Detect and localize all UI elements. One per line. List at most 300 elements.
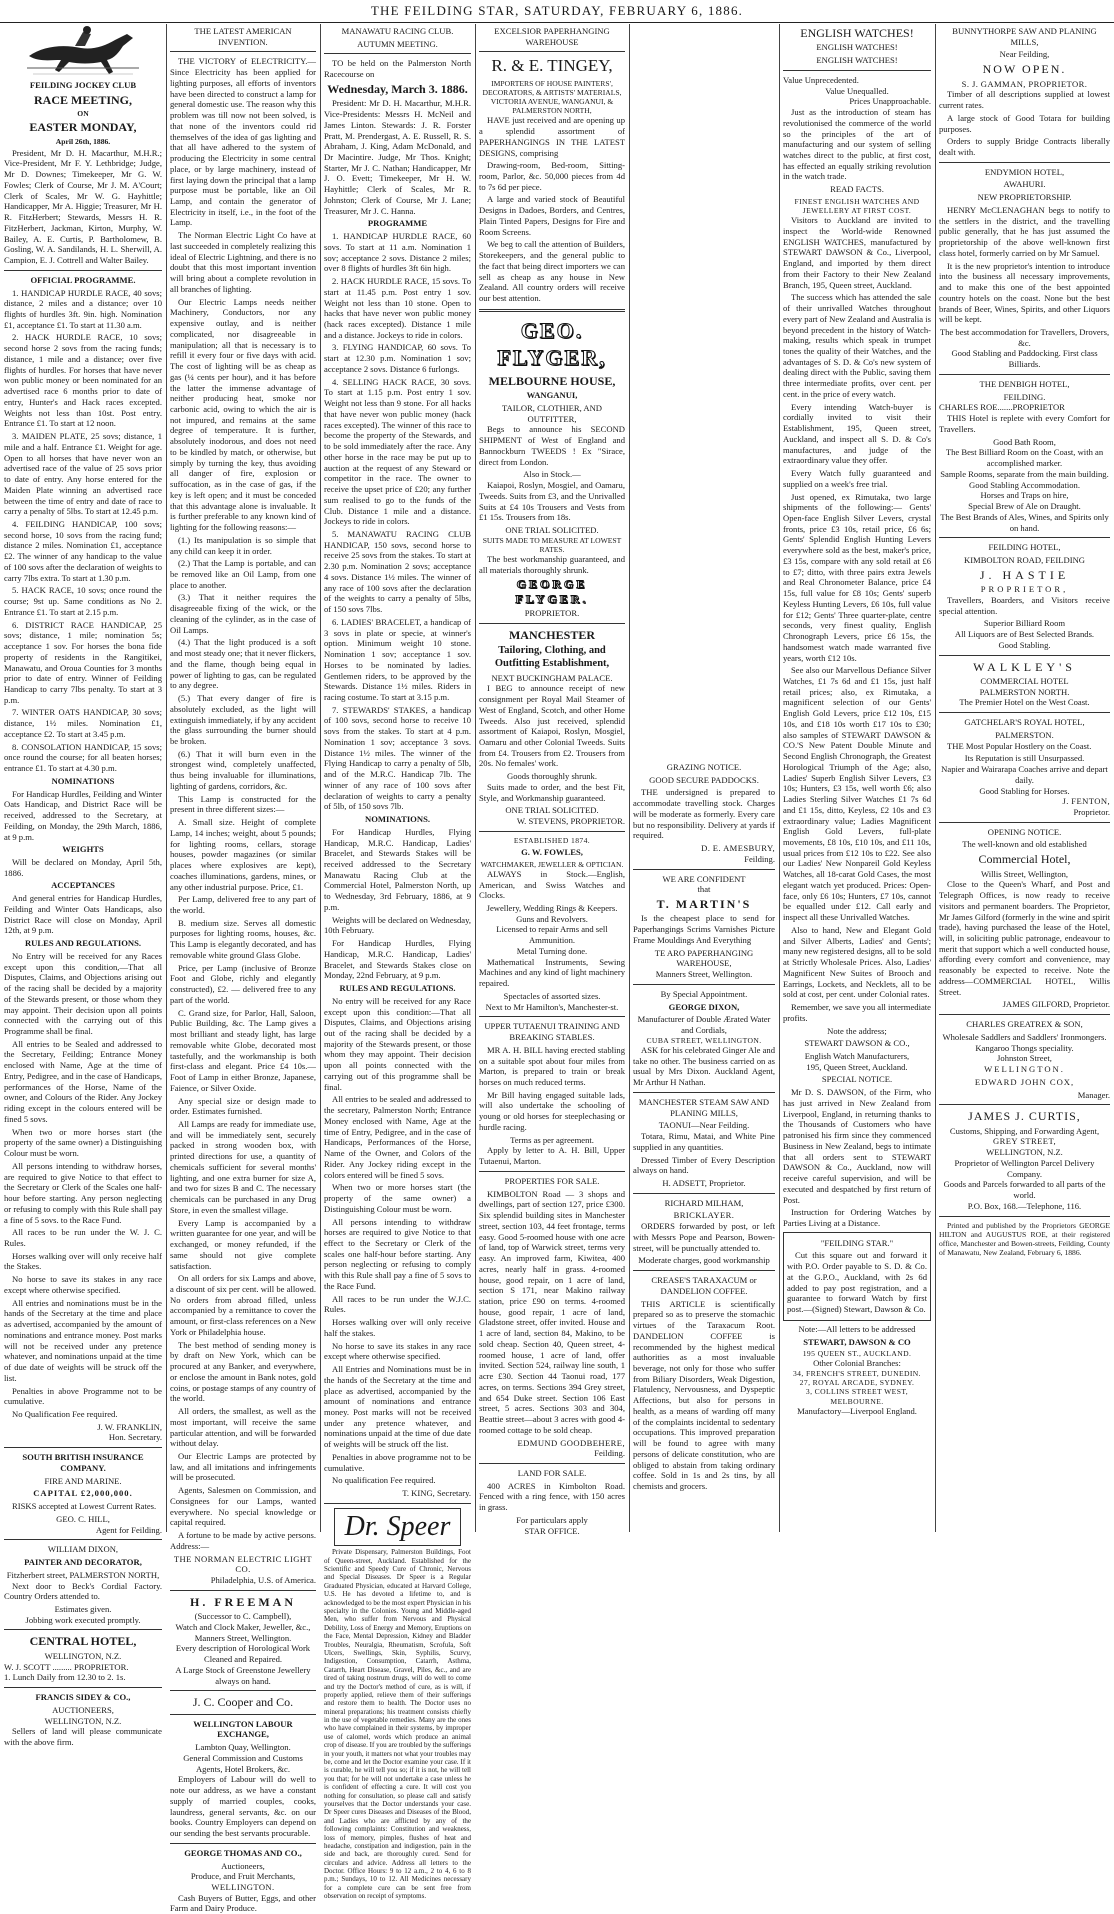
divider <box>633 869 775 870</box>
invention-paragraph: The Norman Electric Light Co have at last succeeded in completely realizing this ideal of Electric Lightning, and there is no doubt that this most important invention will bring about a complete revolution in all branches of lighting. <box>170 230 316 294</box>
tingey-address: VICTORIA AVENUE, WANGANUI, & PALMERSTON NORTH, <box>490 97 614 116</box>
martin-name: T. MARTIN'S <box>656 897 752 912</box>
manufactory: Manufactory—Liverpool England. <box>797 1405 917 1416</box>
hastie-proprietor: PROPRIETOR, <box>980 584 1069 595</box>
george-thomas-line: Produce, and Fruit Merchants, <box>190 1871 296 1882</box>
milham-text: ORDERS forwarded by post, or left with Messrs Pope and Pearson, Bowen-street, will be punctually attended to. <box>633 1221 775 1253</box>
acceptances-heading: ACCEPTANCES <box>51 880 115 891</box>
dixon-address: Fitzherbert street, PALMERSTON NORTH, <box>6 1569 160 1580</box>
bunnythorpe-text: Orders to supply Bridge Contracts liberally dealt with. <box>939 136 1110 157</box>
masthead-title: THE FEILDING STAR, SATURDAY, FEBRUARY 6, 1886. <box>370 3 744 18</box>
greatrex-street: Johnston Street, <box>997 1053 1052 1064</box>
flyger-town: WANGANUI, <box>526 390 578 401</box>
dixon-next: Next door to Beck's Cordial Factory. Country Orders attended to. <box>4 1580 162 1602</box>
coupon-text: Cut this square out and forward it with P.O. Order payable to S. D. & Co. at the G.P.O., Auckland, with 2s 6d added to pay post registration, and a guarantee to forward Watch by first post.—(Signed) Stewart, Dawson & Co. <box>787 1250 927 1315</box>
divider <box>939 1014 1110 1015</box>
insurance-risks: RISKS accepted at Lowest Current Rates. <box>12 1501 157 1512</box>
read-facts: READ FACTS. <box>830 184 884 195</box>
column-rule <box>166 24 167 1532</box>
manchester-address: NEXT BUCKINGHAM PALACE. <box>491 672 613 683</box>
denbigh-line: Horses and Traps on hire, <box>980 490 1069 501</box>
greatrex-line: Kangaroo Thongs speciality. <box>975 1042 1074 1053</box>
special-notice: SPECIAL NOTICE. <box>821 1074 893 1085</box>
divider <box>939 1216 1110 1217</box>
fowles-line: Guns and Revolvers. <box>516 913 588 924</box>
curtis-line: P.O. Box, 168.—Telephone, 116. <box>967 1200 1082 1211</box>
land-office: STAR OFFICE. <box>524 1525 580 1536</box>
secretary-name: J. W. FRANKLIN, <box>97 1421 162 1432</box>
manawatu-heading: MANAWATU RACING CLUB. <box>341 26 454 36</box>
divider <box>324 53 471 54</box>
saw-mills-location: TAONUI—Near Feilding. <box>658 1120 750 1131</box>
manchester-paragraph: Suits made to order, and the best Fit, Style, and Workmanship guaranteed. <box>479 781 625 803</box>
column-7 <box>939 24 1110 1532</box>
stewart-dawson-address: 195, Queen Street, Auckland. <box>806 1061 908 1072</box>
column-rule <box>475 24 476 1532</box>
excelsior-heading: EXCELSIOR PAPERHANGING WAREHOUSE <box>494 26 610 47</box>
stewart-dawson-trade: English Watch Manufacturers, <box>804 1050 910 1061</box>
rule-item: Penalties in above Programme not to be cumulative. <box>4 1385 162 1407</box>
divider <box>479 831 625 832</box>
race-item: 3. MAIDEN PLATE, 25 sovs; distance, 1 mile and a half. Entrance £1. Weight for age. Open to all horses that have never won an advertised race of the value of 25 sovs prior to date of entry. Any horse entered for the Maiden Plate winning an advertised race between the time of entry and date of race to carry a penalty of 5lbs. To start at 12.45 p.m. <box>4 431 162 517</box>
crease-heading: CREASE'S TARAXACUM or DANDELION COFFEE. <box>651 1275 757 1296</box>
denbigh-line: Good Bath Room, <box>993 436 1056 447</box>
divider <box>479 1171 625 1172</box>
manawatu-rules-heading: RULES AND REGULATIONS. <box>339 983 456 994</box>
flyger-paragraph: Also in Stock.— <box>523 469 581 480</box>
column-2 <box>170 24 316 1914</box>
greatrex-town: WELLINGTON. <box>984 1064 1065 1075</box>
milham-charges: Moderate charges, good workmanship <box>638 1255 770 1266</box>
tingey-name: R. & E. TINGEY, <box>491 56 613 76</box>
column-5 <box>633 760 775 1532</box>
insurance-agent-title: Agent for Feilding. <box>95 1524 162 1535</box>
stewart-dawson-queen-st: 195 QUEEN ST., AUCKLAND. <box>802 1349 912 1359</box>
gatchelar-town: PALMERSTON. <box>995 729 1054 740</box>
invention-paragraph: (5.) That every danger of fire is absolutely excluded, as the light will extinguish immediately, if by any accident the glass surrounding the burner should be broken. <box>170 693 316 746</box>
column-rule <box>935 24 936 1532</box>
invention-paragraph: On all orders for six Lamps and above, a discount of six per cent. will be allowed. No orders from abroad filled, unless accompanied by a remittance to cover the amount, or first-class references on a New York or Philadelphia house. <box>170 1273 316 1337</box>
tingey-paragraph: A large and varied stock of Beautiful Designs in Dadoes, Borders, and Centres, Plain Tinted Papers, Designs for Fire and Room Screens. <box>479 194 625 237</box>
grazing-text: THE undersigned is prepared to accommodate travelling stock. Charges will be moderate as formerly. Every care but no responsibility. Delivery at yards if required. <box>633 787 775 841</box>
manawatu-race: 2. HACK HURDLE RACE, 15 sovs. To start at 11.45 p.m. Post entry 1 sov. Weight not less than 10 stone. Open to hacks that have never won public money (hack races excepted). Distance 1 mile and a distance. Jockeys to ride in colors. <box>324 276 471 340</box>
tutaenui-paragraph: Mr Bill having engaged suitable lads, will also undertake the schooling of young or old horses for steeplechasing or hurdle racing. <box>479 1089 625 1132</box>
properties-text: KIMBOLTON Road — 3 shops and dwellings, part of section 127, price £300. Six splendid building sites in Manchester street, section 103, 44 feet frontage, terms easy. Good 5-roomed house with one acre of land, top of Warwick street, terms very easy. An improved farm, Kiwitea, 400 acres, nearly half in grass. 4-roomed house, good repair, on 1 acre of land, section S 171, near Makino railway station, price £90 on terms. 4-roomed house, good repair, 1 acre of land, Gladstone street, offer invited. House and 1 acre of land, section 84, Makino, to be sold cheap. Section 40, Queen street, 4-roomed house, 1 acre of land, offer invited. Section 524, railway line south, 1 acre £30. Section 44 Taonui road, 177 acres, on terms. Sections 394 Grey street, and 654 Duke street. Section 106 East street, 5 acres. Sections 303 and 304, Beattie street—about 3 acres with good 4-roomed cottage to be sold cheap. <box>479 1188 625 1435</box>
george-dixon-address: CUBA STREET, WELLINGTON. <box>646 1035 762 1045</box>
tutaenui-heading: UPPER TUTAENUI TRAINING AND BREAKING STABLES. <box>484 1021 620 1043</box>
bunnythorpe-location: Near Feilding, <box>999 49 1050 60</box>
tingey-trade: IMPORTERS OF HOUSE PAINTERS', DECORATORS, & ARTISTS' MATERIALS, <box>482 78 622 97</box>
insurance-agent: GEO. C. HILL, <box>56 1513 110 1524</box>
invention-paragraph: Price, per Lamp (inclusive of Bronze Foot and Globe, richly and elegantly constructed), £2. — delivered free to any part of the world. <box>170 962 316 1005</box>
manawatu-nominations: NOMINATIONS. <box>364 814 430 825</box>
fowles-line: Metal Turning done. <box>516 945 588 956</box>
flyger-paragraph: Kaiapoi, Roslyn, Mosgiel, and Oamaru, Tweeds. Suits from £3, and the Unrivalled Suits at £4 10s Trousers and Vests from £1 15s. Trousers from 18s. <box>479 480 625 523</box>
denbigh-line: Sample Rooms, separate from the main building. <box>940 468 1109 479</box>
endymion-new: NEW PROPRIETORSHIP. <box>977 192 1072 203</box>
freeman-line: always on hand. <box>215 1675 271 1686</box>
dixon-jobbing: Jobbing work executed promptly. <box>25 1614 141 1625</box>
walkley-town: PALMERSTON NORTH. <box>979 686 1070 697</box>
invention-paragraph: A. Small size. Height of complete Lamp, 14 inches; weight, about 5 pounds; for lighting rooms, cellars, storage houses, powder magazines (or similar places where explosives are kept), coaches illuminations, gardens, mines, or any other industrial purpose. Price, £1. <box>170 817 316 892</box>
invention-paragraph: Any special size or design made to order. Estimates furnished. <box>170 1095 316 1117</box>
invention-paragraph: Our Electric Lamps are protected by law, and all imitations and infringements will be prosecuted. <box>170 1451 316 1483</box>
coupon-heading: "FEILDING STAR." <box>820 1237 894 1248</box>
grazing-subheading: GOOD SECURE PADDOCKS. <box>649 774 759 785</box>
race-item: 1. HANDICAP HURDLE RACE, 40 sovs; distance, 2 miles and a distance; over 10 flights of hurdles 3ft. 9in. high. Nomination £1, acceptance £1. To start at 11.30 a.m. <box>4 287 162 330</box>
flyger-proprietor: PROPRIETOR. <box>524 608 580 619</box>
bunnythorpe-title: BUNNYTHORPE SAW AND PLANING MILLS, <box>952 26 1097 47</box>
grazing-signature: D. E. AMESBURY, <box>701 843 775 854</box>
george-thomas-title: GEORGE THOMAS AND CO., <box>184 1847 302 1858</box>
gatchelar-line: Its Reputation is still Unsurpassed. <box>964 753 1085 764</box>
norman-company: THE NORMAN ELECTRIC LIGHT CO. <box>173 1553 313 1575</box>
stewart-dawson: STEWART DAWSON & CO., <box>804 1038 910 1049</box>
francis-sidey-town: WELLINGTON, N.Z. <box>44 1715 122 1726</box>
bunnythorpe-text: Timber of all descriptions supplied at lowest current rates. <box>939 89 1110 111</box>
invention-paragraph: C. Grand size, for Parlor, Hall, Saloon, Public Building, &c. The Lamp gives a most brilliant and steady light, has large removable white Globe, decorated most tastefully, and the workmanship is both first-class and elegant. Price £4 10s.—Foot of Lamp in either Bronze, Japanese, Faience, or Silver Oxide. <box>170 1007 316 1093</box>
francis-sidey-trade: AUCTIONEERS, <box>52 1704 114 1715</box>
divider <box>939 374 1110 375</box>
bunnythorpe-open: NOW OPEN. <box>982 62 1067 77</box>
invention-paragraph: This Lamp is constructed for the present in three different sizes:— <box>170 793 316 815</box>
race-item: 2. HACK HURDLE RACE, 10 sovs; second horse 2 sovs from the racing funds; distance, 1 mile and a distance; over five flights of hurdles. For horses that have never won public money or been nominated for an advertised race 6 months prior to date of entry, Hunter's and Hack races excepted. Weights not less than 10st. Post entry. Entrance £1. To start at 12 noon. <box>4 332 162 429</box>
acceptances-text: And general entries for Handicap Hurdles, Feilding and Winter Oats Handicaps, also District Race will close on Monday, April 12th, at 9 p.m. <box>4 893 162 936</box>
dixon-appointment: By Special Appointment. <box>660 988 748 999</box>
watches-paragraph: The success which has attended the sale of their unrivalled Watches throughout every part of New Zealand and Australia is beyond precedent in the history of Watch-making, results which speak in trumpet tones the quality of their Watches, and the advantages of S. D. & Co's new system of dealing direct with the Public, saving them three intermediate profits, over cent. per cent. in the price of every watch. <box>783 292 931 399</box>
race-item: 5. HACK RACE, 10 sovs; once round the course; 9st up. Same conditions as No 2. Entrance £1. To start at 2.15 p.m. <box>4 585 162 617</box>
nominations-text: For Handicap Hurdles, Feilding and Winter Oats Handicap, and District Race will be received, addressed to the Secretary, at Feilding, on Monday, the 29th March, 1886, at 9 p.m. <box>4 788 162 842</box>
divider <box>4 1629 162 1630</box>
stewart-dawson-bold: STEWART, DAWSON & CO <box>803 1336 911 1347</box>
manawatu-rule: No entry will be received for any Race except upon this condition:—That all Disputes, Claims, and Objections arising out of the racing shall be decided by a majority of the Stewards present, or those whom they may appoint. Their decision upon all points connected with the carrying out of this programme shall be final. <box>324 995 471 1092</box>
dixon-estimates: Estimates given. <box>54 1604 112 1614</box>
divider <box>170 1590 316 1591</box>
properties-heading: PROPERTIES FOR SALE. <box>504 1175 600 1186</box>
programme-heading: OFFICIAL PROGRAMME. <box>30 274 136 285</box>
cox-name: EDWARD JOHN COX, <box>974 1076 1075 1087</box>
divider <box>4 1447 162 1448</box>
freeman-line: Cleaned and Repaired. <box>203 1654 283 1665</box>
denbigh-line: Special Brew of Ale on Draught. <box>968 501 1081 512</box>
gatchelar-title: GATCHELAR'S ROYAL HOTEL, <box>964 717 1085 728</box>
gatchelar-text: THE Most Popular Hostlery on the Coast. <box>947 740 1092 751</box>
manawatu-race: 3. FLYING HANDICAP, 60 sovs. To start at 12.30 p.m. Nomination 1 sov; acceptance 2 sovs. Distance 6 furlongs. <box>324 342 471 374</box>
denbigh-line: Good Stabling Accommodation. <box>969 479 1080 490</box>
saw-mills-title: MANCHESTER STEAM SAW AND PLANING MILLS, <box>638 1096 770 1118</box>
manchester-paragraph: Goods thoroughly shrunk. <box>507 771 597 782</box>
divider <box>479 309 625 312</box>
martin-line: that <box>697 884 711 895</box>
value-line: Prices Unapproachable. <box>849 96 931 107</box>
labour-exchange-line: General Commission and Customs Agents, Hotel Brokers, &c. <box>183 1752 303 1774</box>
column-rule <box>629 24 630 1532</box>
manchester-heading: MANCHESTER <box>508 627 595 642</box>
tingey-paragraph: We beg to call the attention of Builders, Storekeepers, and the general public to the fact that being direct importers we can sell as cheap as any house in New Zealand. All country orders will receive our best attention. <box>479 239 625 304</box>
commercial-hotel-address: Willis Street, Wellington, <box>980 868 1069 879</box>
manawatu-rule: Horses walking over will only receive half the stakes. <box>324 1317 471 1338</box>
race-item: 6. DISTRICT RACE HANDICAP, 25 sovs; distance, 1 mile; nomination 5s; acceptance 1 sov. For horses the bona fide property of residents in the Rangitikei, Manawatu, and Oroua Counties for 3 months prior to date of entry. Winner of Feilding Handicap to carry 7lbs penalty. To start at 3 p.m. <box>4 619 162 705</box>
divider <box>479 623 625 624</box>
divider <box>783 70 931 71</box>
walkley-premier: The Premier Hotel on the West Coast. <box>959 697 1090 708</box>
officers-paragraph: President, Mr D. H. Macarthur, M.H.R.; Vice-President, Mr F. Y. Lethbridge; Judge, Mr D. Downes; Timekeeper, Mr G. W. Fowles; Clerk of Course, Mr J. M. A'Court; Clerk of Scales, Mr W. G. Hayhittle; Handicapper, Mr A. Higgie; Treasurer, Mr H. R. FitzHerbert; Stewards, Messrs H. R. FitzHerbert, Jackman, Kirton, Murphy, W. Bailey, A. E. Curtis, P. Bartholomew, B. Gosling, W. A. Sandilands, H. L. Sherwill, A. Campion, E. J. Cottrell and Walter Bailey. <box>4 147 162 266</box>
curtis-street: GREY STREET, <box>992 1136 1057 1147</box>
endymion-line: Good Stabling and Paddocking. First class Billiards. <box>951 348 1098 370</box>
fowles-line: Next to Mr Hamilton's, Manchester-st. <box>485 1001 619 1012</box>
denbigh-text: THIS Hotel is replete with every Comfort for Travellers. <box>939 413 1110 434</box>
saw-mills-text: Totara, Rimu, Matai, and White Pine supplied in any quantities. <box>633 1131 775 1152</box>
invention-paragraph: (3.) That it neither requires the disagreeable fixing of the wick, or the cleaning of the cylinder, as in the case of Oil Lamps. <box>170 592 316 635</box>
watches-paragraph: See also our Marvellous Defiance Silver Watches, £1 7s 6d and £1 15s, just half retail prices; also, ex Rimutaka, a magnificent selection of our Gents' English Gold Levers, price £12 10s, £15 10s, and £18 10s worth £17 10s to £30; also samples of STEWART DAWSON & CO.'S New Patent Double Minute and Second English Chronograph, the Greatest Horological Triumph of the Age; also, Ladies' Superb English Silver Levers, £3 10s; Hunters, £3 15s, well worth £6; also Ladies Sterling Silver Watches £1 7s 6d and £1 15s, ditto, Keyless, £2 10s and £3 extraordinary value; Ladies Magnificent English Gold Levers, full-plate movements, £8 10s, £10 10s, and £11 10s, usual prices from £12 10s to £22. See also our Ladies' New Nonpareil Gold Keyless Watches, all 18-carat Gold Cases, the most elegant watch yet produced. Prices: Open-face, only £6 10s; Hunters, £7 10s, cannot be equalled under £12. Call early and inspect all these Unrivalled Watches. <box>783 665 931 923</box>
divider <box>939 537 1110 538</box>
tutaenui-paragraph: Apply by letter to A. H. Bill, Upper Tutaenui, Marton. <box>479 1145 625 1167</box>
opening-notice: OPENING NOTICE. <box>987 826 1062 837</box>
properties-signature: EDMUND GOODBEHERE, <box>517 1437 625 1448</box>
freeman-line: A Large Stock of Greenstone Jewellery <box>175 1664 311 1675</box>
race-item: 7. WINTER OATS HANDICAP, 30 sovs; distance, 1½ miles. Nomination £1, acceptance £2. To start at 3.45 p.m. <box>4 707 162 739</box>
central-hotel-proprietor: W. J. SCOTT ......... PROPRIETOR. <box>4 1661 129 1672</box>
rules-heading: RULES AND REGULATIONS. <box>24 938 142 949</box>
divider <box>479 1016 625 1017</box>
tingey-paragraph: Drawing-room, Bed-room, Sitting-room, Parlor, &c. 50,000 pieces from 4d to 7s 6d per piece. <box>479 160 625 192</box>
manawatu-race: 7. STEWARDS' STAKES, a handicap of 100 sovs, second horse to receive 10 sovs from the stakes. To start at 4 p.m. Nomination 1 sov; acceptance 3 sovs. Distance 1½ miles. The winner of the Flying Handicap to carry a penalty of 5lb, and of the M.R.C. Handicap 7lb. The winner of any race of 100 sovs after declaration of weights to carry a penalty of 5lb, of 150 sovs 7lb. <box>324 704 471 812</box>
value-line: Value Unprecedented. <box>783 74 859 85</box>
freeman-name: H. FREEMAN <box>190 1594 296 1609</box>
crease-text: THIS ARTICLE is scientifically prepared so as to preserve the stomachic virtues of the Taraxacum Root. DANDELION COFFEE is recommended by the highest medical authorities as a most invaluable beverage, not only for those who suffer from Biliary Disorders, Weak Digestion, Flatulency, Nervousness, and Dyspeptic Affections, but also for persons in health, as a means of warding off many of the complaints incidental to sedentary occupations. This improved preparation will be found to agree with many persons of delicate constitution, who are obliged to abstain from taking ordinary coffee. Sold in 1s and 2s tins, by all chemists and grocers. <box>633 1298 775 1492</box>
divider <box>939 162 1110 163</box>
milham-trade: BRICKLAYER. <box>673 1210 735 1221</box>
walkley-name: WALKLEY'S <box>973 659 1076 674</box>
feilding-hotel-line: Superior Billiard Room <box>983 618 1066 629</box>
gatchelar-line: Good Stabling for Horses. <box>979 785 1070 796</box>
column-3 <box>324 24 471 1901</box>
francis-sidey-title: FRANCIS SIDEY & CO., <box>35 1692 131 1703</box>
fowles-name: G. W. FOWLES, <box>521 846 583 857</box>
feilding-hotel-title: FEILDING HOTEL, <box>988 542 1061 553</box>
tutaenui-terms: Terms as per agreement. <box>510 1134 594 1145</box>
denbigh-line: The Best Billiard Room on the Coast, with an accomplished marker. <box>945 447 1104 469</box>
curtis-line: Proprietor of Wellington Parcel Delivery Company. <box>954 1157 1095 1179</box>
manawatu-rule: All persons intending to withdraw horses are required to give Notice to that effect to the Secretary or Clerk of the scales one half-hour before starting. Any person neglecting or refusing to comply with this Rule shall pay a fine of 5 sovs to the Race Fund. <box>324 1216 471 1291</box>
watches-paragraph: Every intending Watch-buyer is cordially invited to visit their Establishment, 195, Queen street, Auckland, and inspect all S. D. & Co's manufactures, and judge of the extraordinary value they offer. <box>783 401 931 466</box>
column-rule <box>779 24 780 1532</box>
manawatu-rule: All races to be run under the W.J.C. Rules. <box>324 1293 471 1315</box>
divider <box>4 1687 162 1688</box>
flyger-trade: TAILOR, CLOTHIER, AND OUTFITTER, <box>501 402 603 424</box>
opening-line: The well-known and old established <box>962 839 1087 850</box>
divider <box>170 1690 316 1691</box>
watches-paragraph: Visitors to Auckland are invited to inspect the World-wide Renowned ENGLISH WATCHES, manufactured by STEWART DAWSON & Co., Liverpool, England, and imported by them direct from their Factory to their New Zealand Branch, 195, Queen street, Auckland. <box>783 215 931 290</box>
column-6 <box>783 24 931 1532</box>
freeman-successor: (Successor to C. Campbell), <box>194 1611 292 1622</box>
flyger-signature: GEORGE FLYGER. <box>515 577 589 606</box>
denbigh-proprietor: CHARLES ROE.......PROPRIETOR <box>939 402 1065 413</box>
denbigh-title: THE DENBIGH HOTEL, <box>979 378 1070 389</box>
bunnythorpe-text: A large stock of Good Totara for building purposes. <box>939 112 1110 134</box>
land-text: 400 ACRES in Kimbolton Road. Fenced with a ring fence, with 150 acres in grass. <box>479 1480 625 1513</box>
meeting-date: April 26th, 1886. <box>55 136 111 146</box>
rule-item: All entries and nominations must be in the hands of the Secretary at the time and place as advertised, accompanied by the amount of nominations and entrance money. Post marks will not be received under any pretence whatever, and nominations unpaid at the time of due date of weights will be struck off the list. <box>4 1297 162 1383</box>
freeman-trade: Watch and Clock Maker, Jeweller, &c., <box>175 1621 311 1632</box>
dr-speer-text: Private Dispensary, Palmerston Buildings, Foot of Queen-street, Auckland. Established for the Scientific and Speedy Cure of Chronic, Nervous and Special Diseases. Dr Speer is a Regular Graduated Physician, educated at Harvard College, U.S. He has devoted a lifetime to, and is acknowledged to be the most expert Physician in his specialty in the Colonies. Young and Middle-aged Men, who suffer from Nervous and Physical Debility, Loss of Energy and Memory, Eruptions on the Face, Mental Depression, Kidney and Bladder Troubles, Neuralgia, Rheumatism, Scrofula, Soft Ulcers, Swellings, Skin, Syphilis, Scurvy, Indigestion, Consumption, Catarrh, Asthma, Catarrh, Heart Disease, Gravel, Piles, &c., and are tired of taking nostrum drugs, will do well to come and try the Doctor's method of cure, as is will, if properly applied, relieve them of their sufferings and restore them to health. The Doctor uses no mineral preparations; his treatment consists chiefly in the use of vegetable remedies. Many are the ones who have complained in their systems, by improper use of calomel, words which produce an animal crop of disease. If you are troubled by the sufferings in your youth, it matters not what your troubles may be, come and let the Doctor examine your case. If it is curable, he will tell you so; if it is not, he will tell you that; for he will not undertake a case unless he is confident of effecting a cure. It will cost you nothing for consultation, so please call and satisfy yourselves that the Doctor understands your case. Dr Speer cures Diseases and Diseases of the Blood, and Ladies who are afflicted by any of the following complaints: Constitution and weakness, loss of memory, pimples, flushes of heat and headache, constipation and indigestion, pain in the side and back, are thoroughly cured. Send for circulars and advice. Address all letters to the Doctor. Office Hours: 9 to 12 a.m., 2 to 4, 6 to 8 p.m.; Sundays, 10 to 12. All Medicines necessary for a complete cure can be sent free from observation on receipt of symptoms. <box>324 1548 471 1901</box>
branch-list: 34, FRENCH'S STREET, DUNEDIN. 27, ROYAL ARCADE, SYDNEY. 3, COLLINS STREET WEST, MELBOURNE. <box>792 1369 921 1406</box>
fenton-name: J. FENTON, <box>1062 796 1110 807</box>
fowles-line: Licensed to repair Arms and sell Ammunition. <box>496 924 608 946</box>
divider <box>4 1539 162 1540</box>
cox-title: Manager. <box>1077 1089 1110 1100</box>
hastie-name: J. HASTIE <box>979 567 1070 582</box>
finest-english: FINEST ENGLISH WATCHES AND JEWELLERY AT FIRST COST. <box>794 196 920 216</box>
curtis-town: WELLINGTON, N.Z. <box>986 1147 1063 1158</box>
tutaenui-paragraph: MR A. H. BILL having erected stabling on a suitable spot about four miles from Marton, is prepared to train or break horses on much reduced terms. <box>479 1044 625 1088</box>
curtis-name: JAMES J. CURTIS, <box>968 1109 1081 1124</box>
letters-note: Note:—All letters to be addressed <box>798 1323 916 1334</box>
watches-paragraph: Mr D. S. DAWSON, of the Firm, who has just arrived in New Zealand from Liverpool, England, in returning thanks to the Thousands of Customers who have patronised his firm since they commenced Business in New Zealand, begs to intimate that all orders sent to STEWART DAWSON & Co., Auckland, now will receive careful supervision, and will be executed and despatched by first return of Post. <box>783 1087 931 1205</box>
watches-paragraph: Just as the introduction of steam has revolutionised the commerce of the world so the principles of the art of manufacturing and our system of selling watches direct to the public, at first cost, has effected an equally striking revolution in the watch trade. <box>783 107 931 182</box>
watches-paragraph: Just opened, ex Rimutaka, two large shipments of the following:— Gents' Open-face English Silver Levers, crystal fronts, price £3 10s, retail price, £6 6s; Gents' Splendid English Hunting Levers everywhere sold as the best, maker's price, £3 15s, compare with any sold retail at £6 to £7; ditto, with three pairs extra Jewels and Real Chronometer Balance, price £4 15s, full value for £8 10s; Gents' superb Keyless Hunting Levers, £6 10s, full value for £12; Gents' Three quarter-plate, centre seconds, very finest quality, English Chronograph Levers, price £6 15s, the handsomest watch made warranted five years, worth £12 10s. <box>783 491 931 663</box>
race-meeting-title: RACE MEETING, <box>33 92 132 107</box>
martin-address: Manners Street, Wellington. <box>655 969 753 980</box>
invention-paragraph: THE VICTORY of ELECTRICITY.—Since Electricity has been applied for lighting purposes, all efforts of inventors have been directed to construct a lamp for general domestic use. The reason why this problem was till now not been solved, is that none of the inventors could rid themselves of the idea of gas lighting and that all have adhered to the system of producing the Electricity in some central place, or by large machinery, instead of first laying down the principal that a lamp purpose must be portable, like an Oil Lamp, and contain the generator of Electricity in itself, i.e., in the foot of the Lamp. <box>170 56 316 228</box>
weights-text: Will be declared on Monday, April 5th, 1886. <box>4 857 162 878</box>
freeman-address: Manners Street, Wellington. <box>194 1632 292 1643</box>
feilding-hotel-line: Good Stabling. <box>998 639 1051 650</box>
greatrex-trade: Wholesale Saddlers and Saddlers' Ironmongers. <box>942 1031 1107 1042</box>
central-hotel-lunch: 1. Lunch Daily from 12.30 to 2. 1s. <box>4 1672 126 1683</box>
rule-item: All persons intending to withdraw horses, are required to give Notice to that effect to the Secretary or Clerk of the Scales one half-hour before starting. Any person neglecting or refusing to comply with this Rule shall pay a fine of 5 sovs. to the Race Fund. <box>4 1160 162 1225</box>
divider <box>633 984 775 985</box>
manchester-paragraph: I BEG to announce receipt of new consignment per Royal Mail Steamer of West of England, Scotch, and other Home Tweeds. Also just received, splendid assortment of Kaiapoi, Roslyn, Mosgiel, Oamaru and other Colonial Tweeds. Suits from £4. Trousers from £2. Trousers from 20s. No females' work. <box>479 683 625 769</box>
on-label: ON <box>77 109 89 119</box>
watches-paragraph: Also to hand, New and Elegant Gold and Silver Alberts, Ladies' and Gents'; many new registered designs, all to be sold at Strictly Wholesale Prices. Also, Ladies' Magnificent New Suites of Brooch and Earrings, Lockets, and Necklets, all to be sold at cost, per cent. under Colonial rates. <box>783 924 931 1000</box>
manawatu-rule: When two or more horses start (the property of the same owner) a Distinguishing Colour must be worn. <box>324 1182 471 1214</box>
flyger-paragraph: ONE TRIAL SOLICITED. <box>505 524 599 535</box>
rule-item: No horse to save its stakes in any race except where otherwise specified. <box>4 1274 162 1295</box>
column-rule <box>320 24 321 1532</box>
english-watches: ENGLISH WATCHES! <box>816 55 898 66</box>
divider <box>939 1104 1110 1105</box>
fowles-line: Spectacles of assorted sizes. <box>503 990 601 1001</box>
commercial-hotel-title: Commercial Hotel, <box>978 852 1071 867</box>
divider <box>324 1503 471 1504</box>
martin-line: WE ARE CONFIDENT <box>662 873 746 884</box>
feilding-hotel-line: All Liquors are of Best Selected Brands. <box>954 629 1095 640</box>
labour-exchange-text: Employers of Labour will do well to note our address, as we have a constant supply of married couples, cooks, laundress, general servants, &c. on our books. Country Employers can depend on our sending the best servants procurable. <box>170 1774 316 1839</box>
george-thomas-line: Auctioneers, <box>221 1860 265 1871</box>
divider <box>170 1843 316 1844</box>
manchester-establishment: Tailoring, Clothing, and Outfitting Establishment, <box>494 645 610 670</box>
insurance-title: SOUTH BRITISH INSURANCE COMPANY. <box>22 1452 144 1473</box>
rule-item: When two or more horses start (the property of the same owner) a Distinguishing Colour must be worn. <box>4 1126 162 1159</box>
watches-paragraph: Instruction for Ordering Watches by Parties Living at a Distance. <box>783 1207 931 1228</box>
rule-item: All entries to be Sealed and addressed to the Secretary, Feilding; Entrance Money enclosed with Name, Age at the time of Entry, Pedigree, and in the case of Handicaps, performances of the Horse, Name of the owner, and Colours of the Rider. Any Jockey riding except in the colours entered will be fined 5 sovs. <box>4 1038 162 1124</box>
divider <box>170 1714 316 1715</box>
column-4 <box>479 24 625 1536</box>
meeting-day: EASTER MONDAY, <box>29 120 137 135</box>
divider <box>633 1092 775 1093</box>
feilding-hotel-address: KIMBOLTON ROAD, FEILDING <box>963 554 1086 565</box>
manawatu-intro: TO be held on the Palmerston North Racecourse on <box>324 58 471 80</box>
gilford-signature: JAMES GILFORD, Proprietor. <box>1002 999 1110 1010</box>
central-hotel-town: WELLINGTON, N.Z. <box>44 1650 122 1661</box>
manawatu-rule: Penalties in above programme not to be cumulative. <box>324 1451 471 1473</box>
flyger-paragraph: The best workmanship guaranteed, and all materials thoroughly shrunk. <box>479 553 625 575</box>
saw-mills-proprietor: H. ADSETT, Proprietor. <box>662 1178 746 1188</box>
divider <box>939 712 1110 713</box>
secretary-title: Hon. Secretary. <box>108 1432 162 1443</box>
invention-paragraph: The best method of sending money is by draft on New York, which can be procured at any Banker, and everywhere, or enclose the amount in Bank notes, gold coins, or postage stamps of any country of the world. <box>170 1339 316 1404</box>
fowles-established: ESTABLISHED 1874. <box>513 835 591 845</box>
manawatu-acc-text: For Handicap Hurdles, Flying Handicap, M.R.C. Handicap, Ladies' Bracelet, and Stewards Stakes close on Monday, 22nd February, at 9 p.m. <box>324 938 471 981</box>
rule-item: Horses walking over will only receive half the Stakes. <box>4 1250 162 1272</box>
fowles-paragraph: Mathematical Instruments, Sewing Machines and any kind of light machinery repaired. <box>479 956 625 989</box>
english-watches: ENGLISH WATCHES! <box>816 42 898 53</box>
order-coupon[interactable] <box>783 1232 931 1321</box>
endymion-town: AWAHURI. <box>1003 179 1046 190</box>
denbigh-town: FEILDING. <box>1003 391 1046 402</box>
value-line: Value Unequalled. <box>825 85 889 96</box>
fowles-line: Jewellery, Wedding Rings & Keepers. <box>486 903 618 913</box>
manawatu-race: 6. LADIES' BRACELET, a handicap of 3 sovs in plate or specie, at winner's option. Minimum weight 10 stone. Nomination 1 sov; acceptance 1 sov. Horses to be nominated by ladies. Gentlemen riders, to be approved by the Stewards. Distance 1½ miles. Riders in racing costume. To start at 3.15 p.m. <box>324 616 471 702</box>
watches-paragraph: Every Watch fully guaranteed and supplied on a week's free trial. <box>783 468 931 489</box>
invention-paragraph: (6.) That it will burn even in the strongest wind, completely unaffected, thus being invaluable for illuminations, lighting of gardens, corridors, &c. <box>170 748 316 791</box>
feilding-hotel-text: Travellers, Boarders, and Visitors receive special attention. <box>939 594 1110 616</box>
manawatu-rule: No horse to save its stakes in any race except where otherwise specified. <box>324 1340 471 1362</box>
manawatu-rule: All Entries and Nominations must be in the hands of the Secretary at the time and place as advertised, accompanied by the amount of nominations and entrance money. Post marks will not be received under any pretence whatever, and nominations unpaid at the time of due date of weights will be struck off the list. <box>324 1364 471 1450</box>
cooper-title: J. C. Cooper and Co. <box>192 1695 294 1710</box>
endymion-text: It is the new proprietor's intention to introduce into the business all necessary improvements, and to make this one of the best appointed country hotels on the coast. None but the best brands of Beer, Wines, Spirits, and other Liquors will be kept. <box>939 260 1110 325</box>
curtis-line: Goods and Parcels forwarded to all parts of the world. <box>943 1179 1106 1201</box>
george-dixon-trade: Manufacturer of Double Ærated Water and Cordials, <box>637 1014 771 1036</box>
divider <box>479 1463 625 1464</box>
invention-paragraph: (1.) Its manipulation is so simple that any child can keep it in order. <box>170 534 316 556</box>
manawatu-race: 4. SELLING HACK RACE, 30 sovs. To start at 1.15 p.m. Post entry 1 sov. Weight not less than 9 stone. For all hacks that have never won public money (hack races excepted). The winner of this race to become the property of the Stewards, and to be sold immediately after the race. Any other horse in the race may be put up to auction at the request of any Steward or competitor in the race. The owner to receive the upset price of £20; any further sum realised to go to the funds of the Club. Distance 1 mile and a distance. Jockeys to ride in colors. <box>324 376 471 527</box>
nominations-heading: NOMINATIONS <box>51 775 115 786</box>
divider <box>4 270 162 271</box>
martin-list: Is the cheapest place to send for Paperhangings Scrims Varnishes Picture Frame Mouldings And Everything <box>633 913 775 945</box>
invention-paragraph: A fortune to be made by active persons. Address:— <box>170 1530 316 1551</box>
denbigh-line: The Best Brands of Ales, Wines, and Spirits only on hand. <box>940 511 1109 533</box>
endymion-title: ENDYMION HOTEL, <box>984 166 1065 177</box>
manawatu-date: Wednesday, March 3. 1886. <box>327 81 468 96</box>
walkley-hotel: COMMERCIAL HOTEL <box>980 675 1069 686</box>
fowles-paragraph: ALWAYS in Stock.—English, American, and Swiss Watches and Clocks. <box>479 868 625 901</box>
rule-item: No Entry will be received for any Races except upon this condition,—That all Disputes, Claims, and Objections arising out of the racing shall be decided by a majority of the Stewards present, or those whom they may appoint. Their decision upon all points connected with the carrying out of this Programme shall be final. <box>4 950 162 1037</box>
greatrex-title: CHARLES GREATREX & SON, <box>966 1019 1083 1030</box>
endymion-line: The best accommodation for Travellers, Drovers, &c. <box>939 327 1110 348</box>
bunnythorpe-proprietor: S. J. GAMMAN, PROPRIETOR. <box>961 78 1088 89</box>
column-1 <box>4 24 162 1747</box>
labour-exchange-address: Lambton Quay, Wellington. <box>195 1742 291 1753</box>
invention-paragraph: B. medium size. Serves all domestic purposes for lighting rooms, houses, &c. This Lamp is elegantly decorated, and has removable white ground Glass Globe. <box>170 917 316 960</box>
invention-paragraph: Agents, Salesmen on Commission, and Consignees for our Lamps, wanted everywhere. No special knowledge or capital required. <box>170 1485 316 1528</box>
rule-item: All races to be run under the W. J. C. Rules. <box>4 1227 162 1248</box>
fenton-title: Proprietor. <box>1073 806 1110 817</box>
racehorse-jockey-illustration <box>23 24 143 78</box>
club-name: FEILDING JOCKEY CLUB <box>29 80 137 90</box>
manawatu-weights-text: Weights will be declared on Wednesday, 10th February. <box>324 914 471 936</box>
invention-paragraph: Our Electric Lamps needs neither Machinery, Conductors, nor any expensive outlay, and is neither complicated, nor disagreeable in manipulation; all that is necessary is to refill it every four or five days with acid. The cost of lighting will be as cheap as gas (¼ cents per hour), and it has before the latter the immense advantage of neither producing heat, smoke nor carbonic acid, owing to which the air is not impured, and remains at the same degree of temperature. It is further, absolutely inodorous, and does not need to be kindled by match, or otherwise, but simply by turning the key, thus avoiding all danger of fire, explosion or suffocation, as in the case of gas, if the key is left open; and it must be conceded that this advantage alone is invaluable. It is further preferable to any known kind of lighting for the following reasons:— <box>170 296 316 533</box>
flyger-paragraph: Begs to announce his SECOND SHIPMENT of West of England and Bannockburn TWEEDS ! Ex "Sirace, direct from London. <box>479 424 625 467</box>
race-item: 8. CONSOLATION HANDICAP, 15 sovs; once round the course; for all beaten horses; entrance £1. To start at 4.30 p.m. <box>4 741 162 774</box>
land-heading: LAND FOR SALE. <box>517 1467 587 1478</box>
milham-name: RICHARD MILHAM, <box>664 1197 744 1208</box>
race-item: 4. FEILDING HANDICAP, 100 sovs; second horse, 10 sovs from the racing fund; distance 2 miles. Nomination £1, acceptance £2. The winner of any handicap to the value of 100 sovs after the declaration of weights to carry 7lbs extra. To start at 1.30 p.m. <box>4 518 162 583</box>
invention-paragraph: (2.) That the Lamp is portable, and can be removed like an Oil Lamp, from one place to another. <box>170 558 316 590</box>
dr-speer-signature: Dr. Speer <box>334 1508 461 1546</box>
manchester-proprietor: W. STEVENS, PROPRIETOR. <box>516 816 625 827</box>
